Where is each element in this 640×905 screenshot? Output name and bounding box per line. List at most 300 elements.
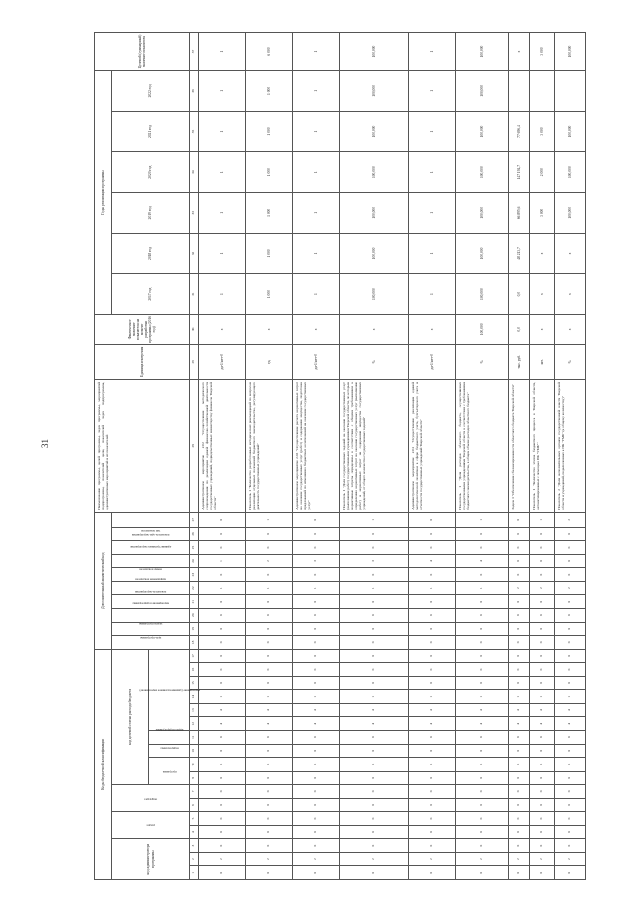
code-cell: 0 [555,595,586,609]
column-number: 9 [190,758,199,772]
target-article-header: код целевой статьи расхода бюджета [112,649,149,785]
code-cell: 0 [509,744,530,758]
row-year-value: 1 000 [246,152,293,193]
code-cell: 0 [246,866,293,880]
column-number: 34 [190,152,199,193]
column-number: 36 [190,71,199,112]
code-cell: 0 [246,622,293,636]
row-year-value: 3 000 [530,111,555,152]
code-cell: 0 [555,825,586,839]
code-cell: 0 [340,812,409,826]
code-cell: 4 [530,703,555,717]
row-unit: тыс. руб. [509,344,530,379]
row-year-value: 100,000 [340,274,409,315]
code-cell: 0 [456,649,509,663]
row-year-value: 2 000 [530,152,555,193]
additional-col-header-text: направление показателя [135,577,167,582]
code-cell: 4 [456,717,509,731]
code-cell: 0 [293,812,340,826]
code-cell: 0 [246,839,293,853]
code-cell: 0 [199,636,246,650]
code-cell: 0 [246,595,293,609]
year-header: 2022 год [112,71,190,112]
row-year-value: 1 [409,274,456,315]
code-cell: 0 [409,527,456,541]
code-cell: 4 [293,703,340,717]
code-cell: 0 [530,798,555,812]
code-cell: 0 [509,785,530,799]
years-header: Годы реализации программы [95,71,112,315]
code-cell: 0 [509,663,530,677]
row-year-value: 100,000 [340,233,409,274]
code-cell: 0 [456,798,509,812]
code-cell: 0 [456,676,509,690]
year-header: 2019 год [112,193,190,234]
additional-col-header [112,512,190,527]
row-year-value: 1 [199,111,246,152]
row-target: 1 [293,33,340,71]
code-cell: 0 [555,541,586,555]
column-number: 20 [190,608,199,622]
code-cell: 0 [456,771,509,785]
code-cell: 0 [456,839,509,853]
row-unit: % [456,344,509,379]
code-cell: 0 [555,568,586,582]
code-cell: 0 [409,512,456,527]
code-cell: 0 [293,568,340,582]
table-row [246,33,293,880]
code-cell: 0 [555,812,586,826]
code-cell: 0 [409,608,456,622]
code-cell: 0 [509,866,530,880]
code-cell: 2 [530,581,555,595]
code-cell: 4 [509,717,530,731]
table-row [530,33,555,880]
code-cell: 0 [340,730,409,744]
code-cell: 1 [530,758,555,772]
row-fact: 0,0 [509,314,530,344]
code-cell: 0 [456,595,509,609]
row-year-value: 1 [293,233,340,274]
additional-col-header-text: показатель адм. мероприятия [132,533,170,538]
row-fact: х [340,314,409,344]
row-target: 6 000 [246,33,293,71]
razdel-header-text: раздел [146,824,156,829]
row-year-value: 1 [199,71,246,112]
row-year-value: 1 [293,152,340,193]
row-year-value: 100,000 [555,111,586,152]
code-cell: 0 [246,812,293,826]
row-name: Административное мероприятие 2.03 "Осуществление расчета нормативных затрат на оказание государственных услуг (работ) и содержание имущества, подготовка предложений по изменению бюджетных ассигнований на оказание государственных услуг" [293,379,340,512]
year-header: 2017 год [112,274,190,315]
year-header: 2020 год [112,152,190,193]
column-number: 37 [190,33,199,71]
code-cell: 1 [199,758,246,772]
code-cell: 0 [409,636,456,650]
code-cell: 0 [555,744,586,758]
row-year-value: 1 [409,193,456,234]
year-header: 2021 год [112,111,190,152]
fact-header: Фактическое значение показателя на момент разработки программы (2016 год) [95,314,190,344]
row-year-value: 100,000 [555,193,586,234]
code-cell: 0 [509,636,530,650]
row-unit: да-1/нет-0 [199,344,246,379]
code-cell: 0 [293,649,340,663]
code-cell: 1 [199,581,246,595]
code-cell: 1 [409,690,456,704]
year-header: 2018 год [112,233,190,274]
name-header: Наименование программы, целей программы, задач программы, мероприятий подпрограммы, показателей цели, показателей задач подпрограммы, административных мероприятий и их показателей [95,379,190,512]
code-cell: 0 [246,636,293,650]
row-year-value: 100,000 [456,71,509,112]
code-cell: 0 [409,771,456,785]
column-number: 31 [190,274,199,315]
code-cell: 0 [555,622,586,636]
code-cell: 0 [456,825,509,839]
row-year-value: 100,000 [456,111,509,152]
code-cell: 0 [555,608,586,622]
code-cell: 4 [555,717,586,731]
code-cell: 0 [555,798,586,812]
code-cell: 0 [509,608,530,622]
row-name: Показатель 1 "Доля государственных заданий на оказание государственных услуг (выполнение работ) государственными учреждениями Тверской области, по которым нормативные затраты определены в соответствии с общими требованиями к определению нормативных затрат на оказание государственных услуг (выполнение работ) и нормативных затрат на содержание имущества государственных учреждений, от общего количества государственных заданий" [340,379,409,512]
column-number: 2 [190,852,199,866]
code-cell: 0 [555,785,586,799]
code-cell: 2 [555,581,586,595]
admin-code-header: код администратора программы [112,839,190,880]
row-fact: х [246,314,293,344]
code-cell: 4 [246,703,293,717]
code-cell: 0 [340,636,409,650]
code-cell: 0 [509,798,530,812]
code-cell: 0 [199,812,246,826]
code-cell: 0 [199,649,246,663]
code-cell: 2 [555,512,586,527]
code-cell: 0 [530,568,555,582]
row-name: Показатель 1 "Количество разработанных методических рекомендаций по вопросам реализации отдельных положений бюджетного законодательства, регулирующего деятельность государственных учреждений" [246,379,293,512]
code-cell: 4 [199,703,246,717]
code-cell: 2 [555,852,586,866]
code-cell: 1 [555,690,586,704]
code-cell: 0 [199,608,246,622]
code-cell: 4 [456,554,509,568]
code-cell: 0 [409,676,456,690]
podrazdel-header [112,785,190,812]
row-year-value: 1 [409,152,456,193]
code-cell: 1 [509,758,530,772]
row-year-value: 100,000 [340,71,409,112]
code-cell: 0 [530,839,555,853]
code-cell: 1 [293,758,340,772]
row-name: Показатель 2 "Доля исполнительных органов государственной власти Тверской области и учреждений, подключенных к ПК "УМБ" (к общему количеству)" [555,379,586,512]
code-cell: 0 [530,649,555,663]
code-cell: 0 [409,663,456,677]
rotated-table-wrapper [94,32,586,880]
additional-col-header [112,636,190,650]
code-cell: 3 [340,554,409,568]
row-target: 100,000 [340,33,409,71]
row-year-value: 1 [409,233,456,274]
row-target: 3 000 [530,33,555,71]
row-name: Показатель 1 "Доля расходов областного бюджета, осуществляемых государственными учреждениями Тверской области в соответствии с требованиями бюджетного законодательства, в общем объеме расходов областного бюджета" [456,379,509,512]
subprogram-header [149,744,190,758]
code-cell: 0 [409,622,456,636]
code-cell: 0 [509,825,530,839]
code-cell: 1 [340,581,409,595]
column-number: 33 [190,193,199,234]
code-cell: 0 [246,798,293,812]
row-year-value: 147 194,7 [509,152,530,193]
row-fact: х [409,314,456,344]
row-fact: х [293,314,340,344]
code-cell: 0 [509,527,530,541]
code-cell: 0 [409,744,456,758]
code-cell: 0 [293,771,340,785]
row-name: Административное мероприятие 2.02 "Осуществление методического сопровождения по реализации единой финансово-хозяйственной деятельности государственных учреждений, подведомственных министерству финансов Тверской области" [199,379,246,512]
column-number: 4 [190,825,199,839]
code-cell: 1 [293,690,340,704]
row-year-value [509,71,530,112]
code-cell: 0 [340,785,409,799]
code-cell: 0 [530,866,555,880]
code-cell: 1 [530,690,555,704]
code-cell: 0 [555,839,586,853]
code-cell: 0 [530,676,555,690]
target-header: Целевой (суммарный) значение показателя [95,33,190,71]
column-number: 22 [190,581,199,595]
code-cell: 0 [246,771,293,785]
code-cell: 0 [340,649,409,663]
column-number: 12 [190,717,199,731]
column-number: 3 [190,839,199,853]
code-cell: 0 [199,744,246,758]
code-cell: 0 [456,568,509,582]
row-year-value: х [555,233,586,274]
column-number: 30 [190,314,199,344]
razdel-header [112,812,190,839]
row-year-value: 100,000 [456,193,509,234]
additional-col-header-text: административное мероприятие [130,544,172,549]
code-cell: 0 [199,676,246,690]
code-cell: 0 [409,798,456,812]
podrazdel-header-text: подраздел [144,796,158,801]
code-cell: 0 [293,595,340,609]
row-year-value: 48 213,7 [509,233,530,274]
row-unit: да-1/нет-0 [409,344,456,379]
row-unit: % [555,344,586,379]
code-cell: 0 [509,595,530,609]
column-number: 19 [190,622,199,636]
column-number: 28 [190,379,199,512]
column-number: 35 [190,111,199,152]
budget-class-header: Коды бюджетной классификации [95,649,112,879]
row-unit: ед. [246,344,293,379]
row-name: Административное мероприятие 2.04 "Осуществление реализации единой методологической политики в сфере бюджетного учета, бухгалтерского учета и отчетности государственных учреждений Тверской области" [409,379,456,512]
code-cell: 0 [509,568,530,582]
code-cell: 0 [293,730,340,744]
row-year-value [530,71,555,112]
code-cell: 4 [509,703,530,717]
row-year-value: 1 [293,193,340,234]
code-cell: 0 [409,825,456,839]
code-cell: 2 [509,852,530,866]
row-year-value: х [555,274,586,315]
code-cell: 0 [340,771,409,785]
row-fact: х [530,314,555,344]
code-cell: 0 [340,825,409,839]
code-cell: 1 [199,554,246,568]
code-cell: 0 [409,839,456,853]
code-cell: 4 [409,717,456,731]
row-year-value: 1 000 [246,274,293,315]
code-cell: 0 [409,785,456,799]
code-cell: 0 [530,812,555,826]
code-cell: 1 [340,512,409,527]
code-cell: 0 [340,595,409,609]
row-year-value: 1 [293,71,340,112]
table-row [199,33,246,880]
row-year-value: 1 [293,274,340,315]
code-cell: 0 [246,527,293,541]
column-number: 26 [190,527,199,541]
code-cell: 1 [246,690,293,704]
row-target: х [509,33,530,71]
code-cell: 0 [293,744,340,758]
column-number: 13 [190,703,199,717]
code-cell: 0 [456,866,509,880]
code-cell: 0 [530,595,555,609]
column-number: 6 [190,798,199,812]
row-year-value: 100,000 [340,193,409,234]
row-year-value: 1 000 [246,111,293,152]
code-cell: 0 [293,798,340,812]
code-cell: 0 [509,839,530,853]
code-cell: 0 [246,649,293,663]
row-year-value: 1 [199,233,246,274]
code-cell: 1 [340,690,409,704]
table-row [509,33,530,880]
code-cell: 0 [293,622,340,636]
code-cell: 0 [409,866,456,880]
header-row-1 [95,33,112,880]
code-cell: 0 [456,744,509,758]
additional-code-header: Дополнительный аналитический код [95,512,112,649]
code-cell: 0 [199,785,246,799]
row-year-value: 1 [409,71,456,112]
code-cell: 0 [509,512,530,527]
code-cell: 0 [246,608,293,622]
code-cell: 2 [246,852,293,866]
code-cell: 0 [509,541,530,555]
code-cell: 0 [246,825,293,839]
code-cell: 0 [530,730,555,744]
code-cell: 0 [530,636,555,650]
column-number: 32 [190,233,199,274]
code-cell: 0 [199,541,246,555]
program-header [149,758,190,785]
code-cell: 0 [199,730,246,744]
column-number: 15 [190,676,199,690]
code-cell: 0 [293,636,340,650]
page-number: 31 [40,439,50,448]
column-number: 8 [190,771,199,785]
code-cell: 1 [246,758,293,772]
row-name: Показатель 1 "Количество этапов бюджетного процесса в Тверской области, автоматизированных с помощью ПК "УМБ"" [530,379,555,512]
code-cell: 0 [555,527,586,541]
code-cell: 1 [409,758,456,772]
additional-col-header-text: тип показателя [141,528,161,533]
code-cell: 0 [199,527,246,541]
column-number: 24 [190,554,199,568]
column-number: 25 [190,541,199,555]
code-cell: 0 [409,541,456,555]
code-cell: 4 [246,717,293,731]
column-number: 29 [190,344,199,379]
column-number-row [190,33,199,880]
code-cell: 0 [340,839,409,853]
code-cell: 0 [340,866,409,880]
code-cell: 0 [456,541,509,555]
program-header-text: программа [162,769,177,774]
code-cell: 0 [246,541,293,555]
code-cell: 0 [293,663,340,677]
row-year-value [555,71,586,112]
code-cell: 0 [293,676,340,690]
code-cell: 0 [555,730,586,744]
row-target: 100,000 [456,33,509,71]
table-row [555,33,586,880]
code-cell: 0 [456,730,509,744]
column-number: 18 [190,636,199,650]
code-cell: 1 [456,512,509,527]
program-table [94,32,586,880]
row-fact: 100,000 [456,314,509,344]
row-year-value: 1 [199,193,246,234]
code-cell: 0 [530,554,555,568]
row-year-value: 0,0 [509,274,530,315]
table-row [293,33,340,880]
column-number: 7 [190,785,199,799]
row-year-value: 1 [409,111,456,152]
code-cell: 0 [340,568,409,582]
additional-col-header-text: цель программы [140,636,162,641]
code-cell: 0 [555,663,586,677]
row-year-value: 1 000 [246,71,293,112]
column-number: 16 [190,663,199,677]
column-number: 14 [190,690,199,704]
code-cell: 0 [409,568,456,582]
code-cell: 0 [456,608,509,622]
code-cell: 1 [246,512,293,527]
code-cell: 0 [555,649,586,663]
code-cell: 1 [530,512,555,527]
code-cell: 2 [409,852,456,866]
code-cell: 0 [199,798,246,812]
code-cell: 0 [199,866,246,880]
code-cell: 0 [509,771,530,785]
code-cell: 0 [555,866,586,880]
code-cell: 2 [246,554,293,568]
code-cell: 4 [409,554,456,568]
code-cell: 0 [530,622,555,636]
code-cell: 0 [293,541,340,555]
code-cell: 0 [530,541,555,555]
code-cell: 0 [246,676,293,690]
column-number: 17 [190,649,199,663]
code-cell: 0 [199,825,246,839]
code-cell: 0 [293,608,340,622]
additional-col-header-text: показатель мероприятия [135,590,167,595]
